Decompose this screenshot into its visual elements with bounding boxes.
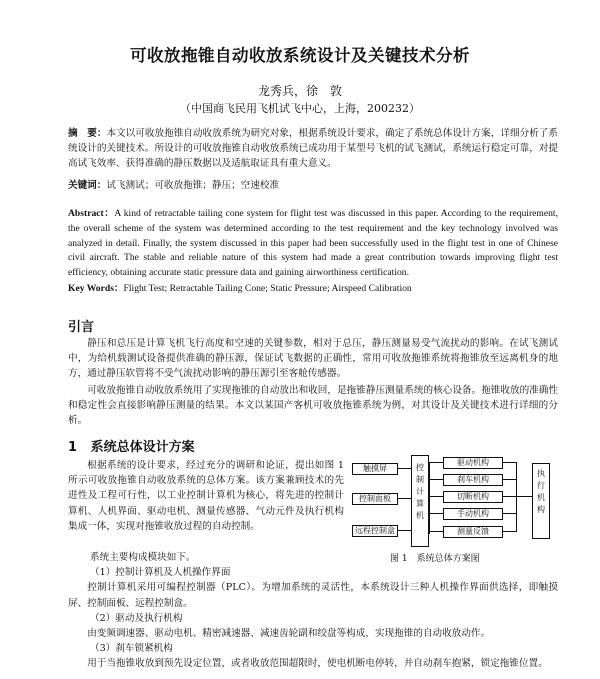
keywords-en <box>68 281 558 296</box>
diagram-box-manual: 手动机构 <box>443 508 503 520</box>
abstract-cn <box>68 126 558 172</box>
keywords-cn-label: 关键词： <box>68 180 107 191</box>
abstract-en-text: A kind of retractable tailing cone system for flight test was discussed in this paper. According to the requirement, the overall scheme of the system was determined according to the test requirement and the key technology involved was analyzed in detail. Finally, the system discussed in this paper had been successfully used in the flight test in one of Chinese civil aircraft. The stable and reliable nature of this system had made a great contribution towards improving flight test efficiency, obtaining accurate static pressure data and gaining airworthiness certification. <box>68 208 558 279</box>
diagram-box-cutoff: 切断机构 <box>443 491 503 503</box>
paper-title: 可收放拖锥自动收放系统设计及关键技术分析 <box>130 46 470 65</box>
section-1-number: 1 <box>68 440 78 455</box>
keywords-cn <box>68 178 558 193</box>
list-item: 系统主要构成模块如下。 <box>90 552 196 563</box>
abstract-cn-label: 摘 要： <box>68 128 107 139</box>
list-item: 由变频调速器、驱动电机、精密减速器、减速齿轮副和绞盘等构成，实现拖锥的自动收放动作。 <box>87 627 491 639</box>
keywords-cn-text: 试飞测试；可收放拖锥；静压；空速校准 <box>106 180 280 191</box>
list-item: 用于当拖锥收放到预先设定位置，或者收放范围超限时，使电机断电停转，并自动刹车抱紧，锁定拖锥位置。 <box>87 658 548 670</box>
authors: 龙秀兵，徐 敦 <box>257 84 342 98</box>
list-item: （2）驱动及执行机构 <box>90 612 183 624</box>
intro-paragraph-1: 静压和总压是计算飞机飞行高度和空速的关键参数，相对于总压，静压测量易受气流扰动的影响。在试飞测试中，为给机载测试设备提供准确的静压源，保证试飞数据的正确性，常用可收放拖锥系统将拖锥放至远离机身的地方，通过静压软管将不受气流扰动影响的静压源引至客舱传感器。 <box>68 338 558 380</box>
affiliation: （中国商飞民用飞机试飞中心，上海，200232） <box>180 102 420 115</box>
center-box-label: 控制计算机 <box>416 463 424 520</box>
abstract-en-label: Abstract： <box>68 208 115 219</box>
intro-heading: 引言 <box>68 320 95 335</box>
section-1-heading <box>68 436 195 455</box>
list-item: 控制计算机采用可编程控制器（PLC）。为增加系统的灵活性，本系统设计三种人机操作界面供选择，即触摸屏、控制面板、远程控制盒。 <box>68 582 558 609</box>
diagram-box-control-computer <box>411 455 429 547</box>
diagram-box-control-panel: 控制面板 <box>352 493 398 505</box>
diagram-box-brake: 刹车机构 <box>443 474 503 486</box>
far-right-box-label: 执行机构 <box>537 469 545 514</box>
section-1-title: 系统总体设计方案 <box>90 440 195 455</box>
list-item: （1）控制计算机及人机操作界面 <box>90 567 231 579</box>
diagram-box-actuator <box>532 463 550 539</box>
diagram-box-remote-box: 远程控制盒 <box>352 525 398 537</box>
figure-caption: 图 1 系统总体方案图 <box>390 554 480 564</box>
intro-paragraph-2: 可收放拖锥自动收放系统用了实现拖锥的自动放出和收回，是拖锥静压测量系统的核心设备。拖锥收放的准确性和稳定性会直接影响静压测量的结果。本文以某国产客机可收放拖锥系统为例，对其设计及关键技术进行详细的分析。 <box>68 385 558 427</box>
diagram-box-feedback: 测量反馈 <box>443 526 503 538</box>
diagram-box-touchscreen: 触摸屏 <box>352 463 398 475</box>
abstract-cn-text: 本文以可收放拖锥自动收放系统为研究对象，根据系统设计要求，确定了系统总体设计方案，详细分析了系统设计的关键技术。所设计的可收放拖锥自动收放系统已成功用于某型号飞机的试飞测试，系统运行稳定可靠，对提高试飞效率、获得准确的静压数据以及适航取证具有重大意义。 <box>68 128 559 170</box>
list-item: （3）刹车锁紧机构 <box>90 643 173 655</box>
keywords-en-label: Key Words： <box>68 283 124 294</box>
keywords-en-text: Flight Test; Retractable Tailing Cone; Static Pressure; Airspeed Calibration <box>123 283 412 294</box>
diagram-box-drive: 驱动机构 <box>443 457 503 469</box>
abstract-en <box>68 207 558 281</box>
section-1-paragraph-1: 根据系统的设计要求，经过充分的调研和论证，提出如图 1 所示可收放拖锥自动收放系统的总体方案。该方案兼顾技术的先进性及工程可行性，以工业控制计算机为核心，将先进的控制计算机、人机界面、驱动电机、测量传感器、气动元件及执行机构集成一体，实现对拖锥收放过程的自动控制。 <box>68 460 344 532</box>
